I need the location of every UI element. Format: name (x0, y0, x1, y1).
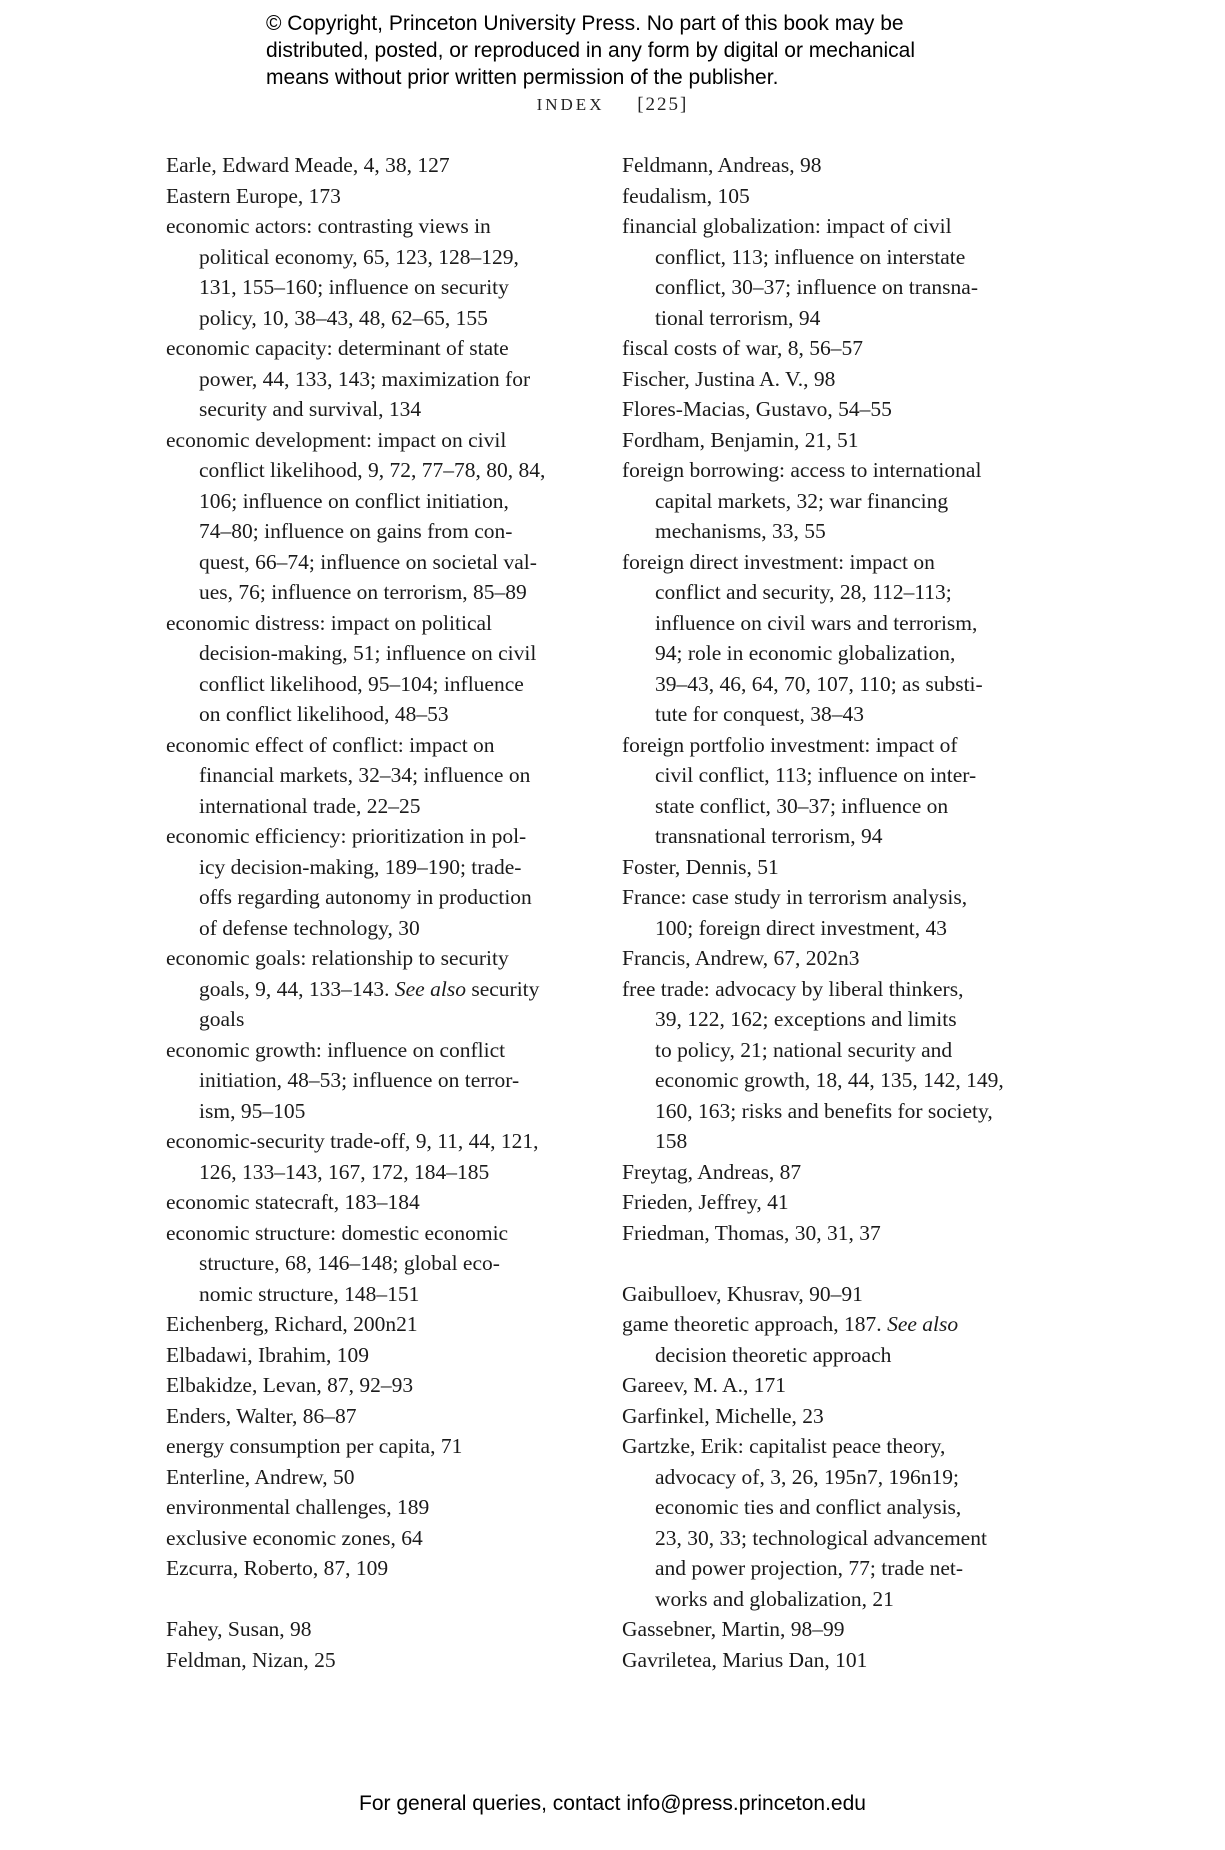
see-also-target: decision theoretic approach (655, 1342, 892, 1367)
index-entry (622, 211, 1042, 333)
index-entry (166, 150, 586, 181)
index-entry-text: Enders, Walter, 86–87 (166, 1403, 357, 1428)
see-also-target: security goals (199, 976, 540, 1031)
index-entry-text: Eichenberg, Richard, 200n21 (166, 1312, 418, 1336)
index-entry (166, 1523, 586, 1554)
index-entry (622, 1218, 1042, 1249)
index-entry-text: economic effect of conflict: impact on financial markets, 32–34; influence on international trade, 22–25 (166, 732, 531, 818)
index-entry (166, 425, 586, 608)
letter-group-gap (166, 1584, 586, 1615)
index-entry-text: foreign direct investment: impact on conflict and security, 28, 112–113; influence on civil wars and terrorism, 94; role in economic globalization, 39–43, 46, 64, 70, 107, 110; as substi- tute for conquest, 38–43 (622, 549, 983, 726)
index-entry (166, 730, 586, 822)
index-entry-text: fiscal costs of war, 8, 56–57 (622, 336, 863, 360)
index-entry (166, 1401, 586, 1432)
index-entry (166, 211, 586, 333)
index-entry-text: Feldmann, Andreas, 98 (622, 153, 822, 177)
index-entry-text: foreign borrowing: access to international capital markets, 32; war financing mechanisms, 33, 55 (622, 458, 982, 543)
index-entry-text: Eastern Europe, 173 (166, 183, 341, 208)
index-entry (622, 425, 1042, 456)
index-entry (622, 1614, 1042, 1645)
index-entry (166, 1370, 586, 1401)
index-entry (166, 943, 586, 1035)
index-column-right (622, 150, 1042, 1675)
index-entry (622, 1401, 1042, 1432)
index-entry-text: Fahey, Susan, 98 (166, 1617, 312, 1641)
index-entry (166, 1218, 586, 1310)
index-entry (622, 1309, 1042, 1370)
index-entry (622, 1279, 1042, 1310)
index-entry (622, 547, 1042, 730)
index-entry-text: economic distress: impact on political decision-making, 51; influence on civil conflict likelihood, 95–104; influence on conflict likelihood, 48–53 (166, 610, 537, 726)
index-entry-text: energy consumption per capita, 71 (166, 1434, 463, 1458)
index-entry-text: Gassebner, Martin, 98–99 (622, 1617, 845, 1641)
index-entry (622, 882, 1042, 943)
running-head (0, 94, 1225, 116)
index-entry (622, 943, 1042, 974)
index-entry (166, 821, 586, 943)
index-entry (622, 1370, 1042, 1401)
footer-contact: For general queries, contact info@press.princeton.edu (359, 1792, 866, 1815)
index-entry-text: Enterline, Andrew, 50 (166, 1464, 355, 1489)
index-entry-text: economic capacity: determinant of state power, 44, 133, 143; maximization for security and survival, 134 (166, 336, 531, 421)
index-entry-text: foreign portfolio investment: impact of civil conflict, 113; influence on inter- state conflict, 30–37; influence on transnational terrorism, 94 (622, 732, 977, 848)
index-entry (166, 1126, 586, 1187)
index-entry-text: economic-security trade-off, 9, 11, 44, 121, 126, 133–143, 167, 172, 184–185 (166, 1129, 539, 1184)
index-entry-text: feudalism, 105 (622, 183, 750, 208)
running-head-title: INDEX (536, 95, 605, 114)
index-entry-text: economic goals: relationship to security goals, 9, 44, 133–143. (166, 946, 509, 1001)
letter-group-gap (622, 1248, 1042, 1279)
index-entry-text: economic efficiency: prioritization in pol- icy decision-making, 189–190; trade- offs regarding autonomy in production of defense technology, 30 (166, 824, 532, 940)
index-entry-text: Freytag, Andreas, 87 (622, 1159, 802, 1184)
index-entry (622, 181, 1042, 212)
index-entry-text: Ezcurra, Roberto, 87, 109 (166, 1556, 389, 1580)
page-number: [225] (637, 94, 689, 115)
index-entry-text: economic statecraft, 183–184 (166, 1190, 420, 1214)
index-entry-text: Fischer, Justina A. V., 98 (622, 366, 836, 391)
index-entry-text: Frieden, Jeffrey, 41 (622, 1190, 789, 1214)
index-entry-text: Flores-Macias, Gustavo, 54–55 (622, 397, 892, 421)
index-entry (166, 1309, 586, 1340)
see-also-label: See also (887, 1312, 959, 1336)
copyright-line-2: distributed, posted, or reproduced in any form by digital or mechanical (266, 39, 916, 62)
index-entry (622, 333, 1042, 364)
index-entry (622, 974, 1042, 1157)
index-entry (166, 181, 586, 212)
index-entry (166, 1462, 586, 1493)
see-also-label: See also (394, 976, 466, 1001)
index-entry (622, 1431, 1042, 1614)
index-entry-text: Feldman, Nizan, 25 (166, 1647, 336, 1672)
index-entry-text: Gaibulloev, Khusrav, 90–91 (622, 1281, 863, 1306)
index-column-left (166, 150, 586, 1675)
index-entry-text: Francis, Andrew, 67, 202n3 (622, 946, 860, 970)
index-entry-text: Gavriletea, Marius Dan, 101 (622, 1647, 868, 1672)
index-entry-text: economic structure: domestic economic structure, 68, 146–148; global eco- nomic structure, 148–151 (166, 1220, 509, 1306)
index-entry-text: Gareev, M. A., 171 (622, 1373, 787, 1397)
index-entry-text: Garfinkel, Michelle, 23 (622, 1403, 824, 1428)
index-entry (622, 150, 1042, 181)
index-entry-text: Fordham, Benjamin, 21, 51 (622, 427, 859, 452)
index-entry (622, 455, 1042, 547)
index-entry-text: Friedman, Thomas, 30, 31, 37 (622, 1220, 881, 1245)
index-entry-text: Earle, Edward Meade, 4, 38, 127 (166, 153, 450, 177)
index-entry (166, 1553, 586, 1584)
index-entry-text: environmental challenges, 189 (166, 1495, 430, 1519)
index-entry-text: Elbakidze, Levan, 87, 92–93 (166, 1373, 414, 1397)
copyright-line-1: © Copyright, Princeton University Press. No part of this book may be (266, 12, 904, 35)
index-entry (166, 1340, 586, 1371)
index-entry-text: Foster, Dennis, 51 (622, 854, 779, 879)
index-entry (166, 1614, 586, 1645)
index-entry (166, 1431, 586, 1462)
index-entry-text: Elbadawi, Ibrahim, 109 (166, 1342, 370, 1367)
index-entry (166, 1035, 586, 1127)
index-entry (622, 1645, 1042, 1676)
copyright-notice (266, 10, 1026, 91)
index-entry-text: financial globalization: impact of civil conflict, 113; influence on interstate conflict, 30–37; influence on transna- tional terrorism, 94 (622, 214, 978, 330)
index-entry (166, 1187, 586, 1218)
index-entry-text: free trade: advocacy by liberal thinkers, 39, 122, 162; exceptions and limits to policy, 21; national security and economic growth, 18, 44, 135, 142, 149, 160, 163; risks and benefits for society, 158 (622, 976, 1004, 1153)
index-entry (166, 1645, 586, 1676)
index-entry (622, 364, 1042, 395)
index-entry-text: economic development: impact on civil conflict likelihood, 9, 72, 77–78, 80, 84, 106; influence on conflict initiation, 74–80; influence on gains from con- quest, 66–74; influence on societal val- ues, 76; influence on terrorism, 85–89 (166, 427, 546, 604)
index-entry (166, 1492, 586, 1523)
index-entry (622, 1187, 1042, 1218)
index-entry-text: economic growth: influence on conflict initiation, 48–53; influence on terror- ism, 95–105 (166, 1037, 520, 1123)
copyright-line-3: means without prior written permission of the publisher. (266, 66, 779, 89)
index-entry (622, 852, 1042, 883)
index-entry-text: economic actors: contrasting views in political economy, 65, 123, 128–129, 131, 155–160; influence on security policy, 10, 38–43, 48, 62–65, 155 (166, 214, 519, 330)
index-entry-text: Gartzke, Erik: capitalist peace theory, advocacy of, 3, 26, 195n7, 196n19; economic ties and conflict analysis, 23, 30, 33; technological advancement and power projection, 77; trade net- works and globalization, 21 (622, 1434, 987, 1611)
index-entry-text: game theoretic approach, 187. (622, 1312, 882, 1336)
index-entry (166, 333, 586, 425)
index-entry (622, 730, 1042, 852)
index-entry (622, 1157, 1042, 1188)
index-entry (166, 608, 586, 730)
index-entry-text: France: case study in terrorism analysis, 100; foreign direct investment, 43 (622, 885, 968, 940)
index-entry-text: exclusive economic zones, 64 (166, 1525, 423, 1550)
index-entry (622, 394, 1042, 425)
